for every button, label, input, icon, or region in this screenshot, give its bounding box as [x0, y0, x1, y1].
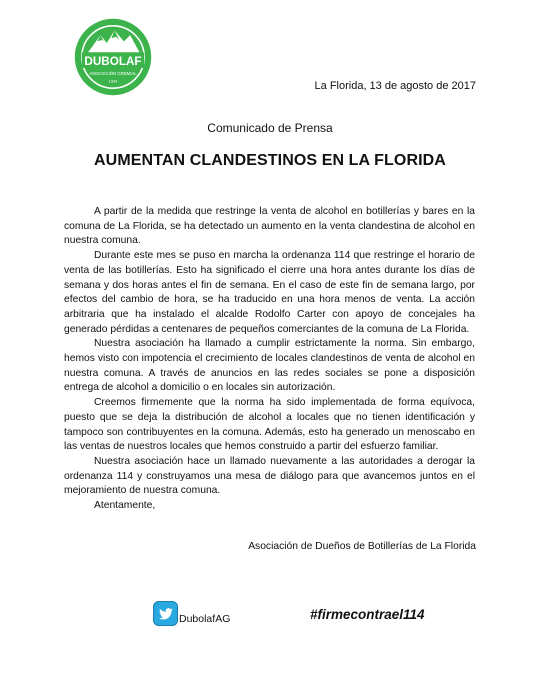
- twitter-link[interactable]: [153, 601, 230, 626]
- document-headline: AUMENTAN CLANDESTINOS EN LA FLORIDA: [94, 152, 446, 169]
- document-subtitle: Comunicado de Prensa: [207, 121, 333, 135]
- body-paragraph: Nuestra asociación ha llamado a cumplir estrictamente la norma. Sin embargo, hemos visto con impotencia el crecimiento de locales clandestinos de venta de alcohol en nuestra comuna. A través de anuncios en las redes sociales se pone a disposición entrega de alcohol a domicilio o en locales sin autorización.: [64, 338, 475, 394]
- closing-line: Atentamente,: [94, 500, 156, 512]
- twitter-bird-icon: [153, 601, 178, 626]
- body-paragraph: Durante este mes se puso en marcha la ordenanza 114 que restringe el horario de venta de las botillerías. Esto ha significado el cierre una hora antes durante los días de semana y dos horas antes el fin de semana. En el caso de este fin de semana largo, por efectos del cambio de hora, se ha traducido en una hora menos de venta. La acción arbitraria que ha instalado el alcalde Rodolfo Carter con apoyo de concejales ha generado pérdidas a centenares de pequeños comerciantes de la comuna de La Florida.: [64, 250, 475, 335]
- logo-name: DUBOLAF: [84, 54, 142, 68]
- body-paragraph: A partir de la medida que restringe la venta de alcohol en botillerías y bares en la comuna de La Florida, se ha detectado un aumento en la venta clandestina de alcohol en nuestra comuna.: [64, 206, 475, 247]
- logo-year: 1994: [108, 78, 118, 84]
- logo-subtext: ASOCIACIÓN GREMIAL: [89, 70, 137, 76]
- hashtag: #firmecontrael114: [310, 607, 425, 622]
- document-date: La Florida, 13 de agosto de 2017: [314, 80, 476, 92]
- body-paragraph: Nuestra asociación hace un llamado nuevamente a las autoridades a derogar la ordenanza 114 y construyamos una mesa de diálogo para que avancemos juntos en el mejoramiento de nuestra comuna.: [64, 455, 475, 497]
- twitter-handle: DubolafAG: [179, 613, 231, 625]
- document-body: [64, 205, 475, 514]
- body-paragraph: Creemos firmemente que la norma ha sido implementada de forma equívoca, puesto que se deja la distribución de alcohol a locales que no tienen identificación y tampoco son contribuyentes en la comuna. Además, esto ha generado un menoscabo en las ventas de nuestros locales que hemos construido a partir del esfuerzo familiar.: [64, 397, 475, 453]
- dubolaf-logo: [74, 18, 152, 96]
- signature: Asociación de Dueños de Botillerías de La Florida: [248, 541, 476, 552]
